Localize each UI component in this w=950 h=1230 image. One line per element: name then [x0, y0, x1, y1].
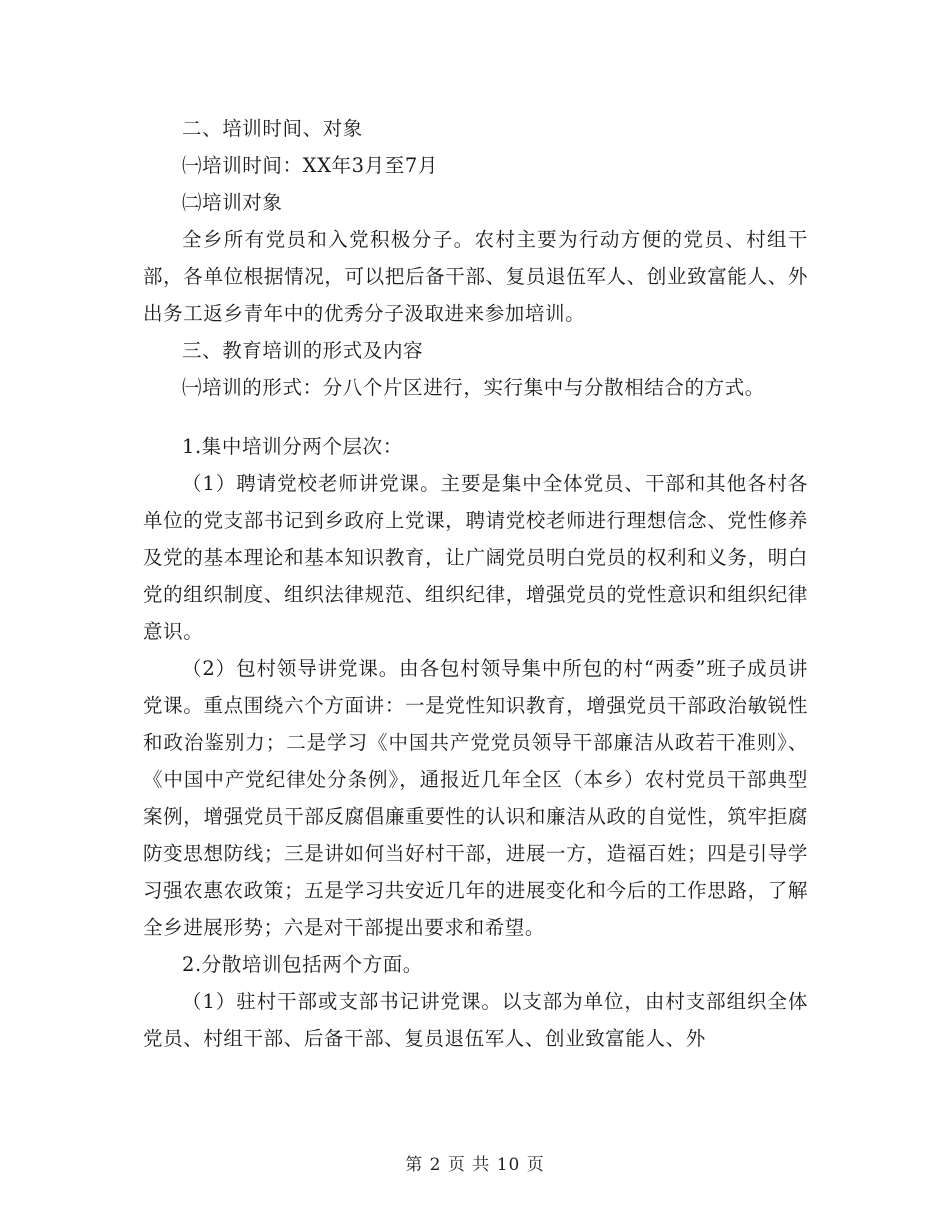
document-body: [143, 110, 808, 1057]
paragraph-gap: [143, 406, 808, 428]
training-time-line: ㈠培训时间：XX年3月至7月: [182, 154, 438, 177]
party-school-lecture-paragraph: （1）聘请党校老师讲党课。主要是集中全体党员、干部和其他各村各单位的党支部书记到乡政府上党课，聘请党校老师进行理想信念、党性修养及党的基本理论和基本知识教育，让广阔党员明白党员的权利和义务，明白党的组织制度、组织法律规范、组织纪律，增强党员的党性意识和组织纪律意识。: [143, 472, 808, 643]
training-target-paragraph: 全乡所有党员和入党积极分子。农村主要为行动方便的党员、村组干部，各单位根据情况，可以把后备干部、复员退伍军人、创业致富能人、外出务工返乡青年中的优秀分子汲取进来参加培训。: [143, 228, 808, 325]
training-target-heading: ㈡培训对象: [182, 191, 283, 214]
village-leader-lecture-paragraph: （2）包村领导讲党课。由各包村领导集中所包的村“两委”班子成员讲党课。重点围绕六个方面讲：一是党性知识教育，增强党员干部政治敏锐性和政治鉴别力；二是学习《中国共产党党员领导干部廉洁从政若干准则》、《中国中产党纪律处分条例》，通报近几年全区（本乡）农村党员干部典型案例，增强党员干部反腐倡廉重要性的认识和廉洁从政的自觉性，筑牢拒腐防变思想防线；三是讲如何当好村干部，进展一方，造福百姓；四是引导学习强农惠农政策；五是学习共安近几年的进展变化和今后的工作思路，了解全乡进展形势；六是对干部提出要求和希望。: [143, 657, 808, 939]
decentralized-training-heading: 2.分散培训包括两个方面。: [182, 953, 423, 976]
training-form-line: ㈠培训的形式：分八个片区进行，实行集中与分散相结合的方式。: [182, 376, 765, 399]
page-footer: 第 2 页 共 10 页: [405, 1155, 545, 1175]
branch-secretary-lecture-paragraph: （1）驻村干部或支部书记讲党课。以支部为单位，由村支部组织全体党员、村组干部、后备干部、复员退伍军人、创业致富能人、外: [143, 990, 808, 1050]
section-heading-training-form: 三、教育培训的形式及内容: [182, 339, 424, 362]
centralized-training-heading: 1.集中培训分两个层次：: [182, 435, 403, 458]
section-heading-training-time: 二、培训时间、对象: [182, 117, 363, 140]
